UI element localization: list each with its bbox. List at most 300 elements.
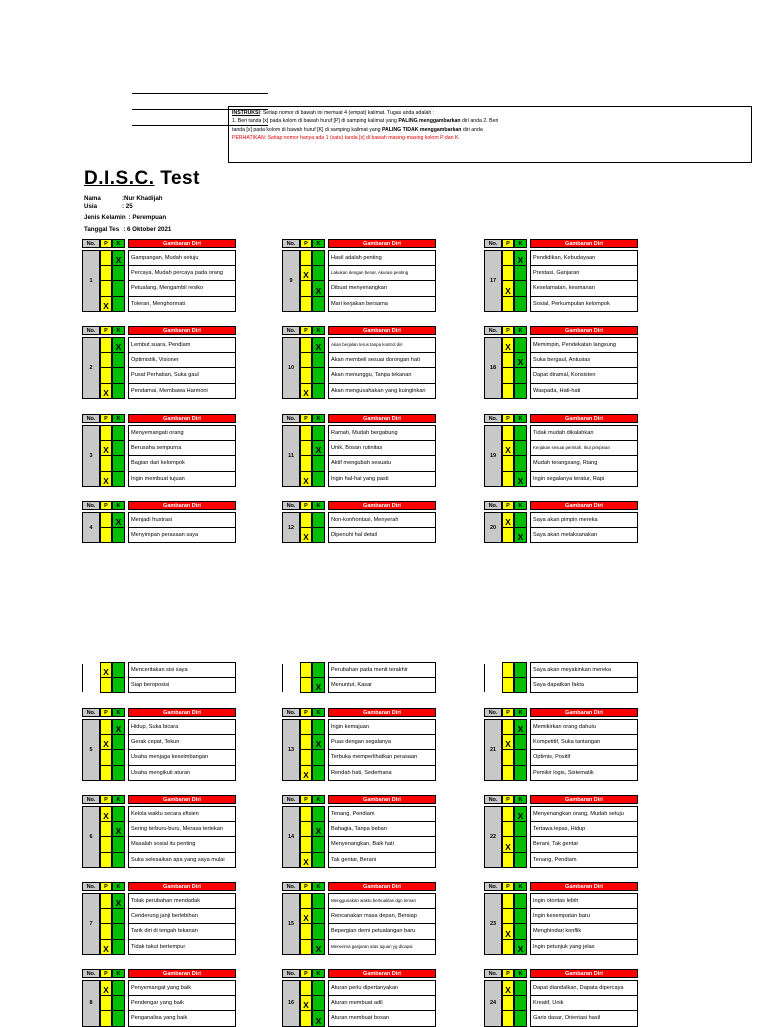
k-checkbox[interactable] (312, 719, 325, 735)
statement-text: Perubahan pada menit terakhir (328, 662, 436, 678)
k-checkbox[interactable] (312, 250, 325, 266)
statement-row (300, 909, 436, 925)
k-checkbox[interactable] (514, 822, 527, 838)
info-label: Jenis Kelamin (84, 214, 126, 221)
k-checkbox[interactable] (112, 940, 125, 956)
statement-row (100, 678, 236, 694)
k-checkbox[interactable] (514, 837, 527, 853)
header-p: P (502, 882, 514, 891)
p-mark: X (303, 770, 309, 780)
p-checkbox[interactable] (100, 368, 112, 384)
item-number: 18 (484, 337, 502, 399)
p-checkbox[interactable] (502, 678, 514, 694)
p-checkbox[interactable] (502, 822, 514, 838)
header-k: K (514, 708, 527, 717)
p-checkbox[interactable] (502, 996, 514, 1012)
k-checkbox[interactable] (514, 1011, 527, 1027)
statement-text: Tolak perubahan mendadak (128, 893, 236, 909)
k-mark: X (115, 341, 122, 352)
statement-row (502, 425, 638, 441)
k-checkbox[interactable] (112, 528, 125, 544)
k-checkbox[interactable] (112, 1011, 125, 1027)
block-body (484, 806, 754, 868)
k-checkbox[interactable] (112, 472, 125, 488)
k-checkbox[interactable] (514, 266, 527, 282)
k-checkbox[interactable] (312, 337, 325, 353)
p-checkbox[interactable] (100, 893, 112, 909)
p-checkbox[interactable] (100, 297, 112, 313)
k-checkbox[interactable] (312, 441, 325, 457)
p-checkbox[interactable] (100, 281, 112, 297)
k-checkbox[interactable] (514, 441, 527, 457)
p-checkbox[interactable] (300, 837, 312, 853)
k-checkbox[interactable] (112, 719, 125, 735)
p-checkbox[interactable] (502, 472, 514, 488)
statement-text: Tarik diri di tengah tekanan (128, 924, 236, 940)
k-checkbox[interactable] (112, 996, 125, 1012)
p-checkbox[interactable] (502, 806, 514, 822)
p-checkbox[interactable] (300, 368, 312, 384)
p-checkbox[interactable] (300, 250, 312, 266)
k-checkbox[interactable] (514, 425, 527, 441)
header-no: No. (82, 708, 100, 717)
k-checkbox[interactable] (112, 837, 125, 853)
p-checkbox[interactable] (100, 980, 112, 996)
p-checkbox[interactable] (100, 909, 112, 925)
k-checkbox[interactable] (112, 662, 125, 678)
p-checkbox[interactable] (502, 909, 514, 925)
statement-row (502, 266, 638, 282)
statement-row (300, 924, 436, 940)
k-checkbox[interactable] (112, 924, 125, 940)
header-no: No. (82, 969, 100, 978)
instructions-line2c: diri anda 2. Beri (460, 118, 499, 125)
p-checkbox[interactable] (300, 678, 312, 694)
p-checkbox[interactable] (100, 924, 112, 940)
k-checkbox[interactable] (112, 250, 125, 266)
header-k: K (112, 882, 125, 891)
header-description: Gambaran Diri (530, 795, 638, 804)
p-checkbox[interactable] (502, 719, 514, 735)
header-no: No. (484, 414, 502, 423)
statement-row (100, 456, 236, 472)
header-no: No. (82, 239, 100, 248)
k-checkbox[interactable] (312, 456, 325, 472)
p-checkbox[interactable] (100, 456, 112, 472)
statement-row (100, 735, 236, 751)
info-label: Nama (84, 195, 101, 202)
header-description: Gambaran Diri (128, 795, 236, 804)
statement-text: Usaha mengikuti aturan (128, 766, 236, 782)
header-description: Gambaran Diri (530, 708, 638, 717)
p-checkbox[interactable] (300, 353, 312, 369)
statement-row (300, 662, 436, 678)
k-checkbox[interactable] (312, 266, 325, 282)
p-mark: X (303, 857, 309, 867)
header-p: P (502, 326, 514, 335)
k-checkbox[interactable] (312, 822, 325, 838)
header-description: Gambaran Diri (530, 882, 638, 891)
p-checkbox[interactable] (502, 662, 514, 678)
k-checkbox[interactable] (312, 472, 325, 488)
statement-row (502, 337, 638, 353)
statement-text: Dipenuhi hal detail (328, 528, 436, 544)
statement-text: Ingin otoritas lebih (530, 893, 638, 909)
header-no: No. (484, 882, 502, 891)
statement-text: Menyimpan perasaan saya (128, 528, 236, 544)
statement-rows (100, 512, 236, 543)
k-mark: X (517, 723, 524, 734)
p-checkbox[interactable] (300, 384, 312, 400)
k-checkbox[interactable] (312, 678, 325, 694)
p-checkbox[interactable] (100, 735, 112, 751)
k-checkbox[interactable] (312, 662, 325, 678)
statement-row (300, 353, 436, 369)
k-checkbox[interactable] (514, 853, 527, 869)
p-checkbox[interactable] (300, 425, 312, 441)
statement-row (300, 996, 436, 1012)
p-checkbox[interactable] (300, 980, 312, 996)
item-number: 12 (282, 512, 300, 543)
k-checkbox[interactable] (312, 806, 325, 822)
p-checkbox[interactable] (502, 837, 514, 853)
k-checkbox[interactable] (514, 750, 527, 766)
p-checkbox[interactable] (100, 750, 112, 766)
p-checkbox[interactable] (300, 822, 312, 838)
p-checkbox[interactable] (300, 924, 312, 940)
k-checkbox[interactable] (312, 1011, 325, 1027)
k-mark: X (517, 532, 524, 542)
k-checkbox[interactable] (312, 766, 325, 782)
statement-text: Menceritakan sisi saya (128, 662, 236, 678)
k-checkbox[interactable] (312, 735, 325, 751)
header-description: Gambaran Diri (128, 708, 236, 717)
statement-text: Tidak takut bertempur (128, 940, 236, 956)
k-checkbox[interactable] (312, 384, 325, 400)
continuation-spacer (484, 662, 502, 693)
statement-row (100, 719, 236, 735)
p-checkbox[interactable] (100, 996, 112, 1012)
k-checkbox[interactable] (112, 425, 125, 441)
k-checkbox[interactable] (112, 980, 125, 996)
p-checkbox[interactable] (502, 425, 514, 441)
header-p: P (100, 795, 112, 804)
k-checkbox[interactable] (514, 353, 527, 369)
k-checkbox[interactable] (112, 909, 125, 925)
info-date (84, 226, 171, 234)
statement-text: Bepergian demi petualangan baru (328, 924, 436, 940)
k-checkbox[interactable] (312, 837, 325, 853)
k-checkbox[interactable] (312, 512, 325, 528)
statement-text: Ingin petunjuk yang jelas (530, 940, 638, 956)
k-checkbox[interactable] (514, 924, 527, 940)
p-checkbox[interactable] (100, 766, 112, 782)
header-p: P (300, 239, 312, 248)
k-checkbox[interactable] (514, 281, 527, 297)
k-checkbox[interactable] (312, 750, 325, 766)
k-mark: X (315, 739, 322, 749)
k-checkbox[interactable] (514, 297, 527, 313)
k-checkbox[interactable] (312, 425, 325, 441)
k-checkbox[interactable] (312, 893, 325, 909)
p-checkbox[interactable] (100, 528, 112, 544)
p-checkbox[interactable] (300, 853, 312, 869)
k-checkbox[interactable] (514, 528, 527, 544)
p-checkbox[interactable] (502, 297, 514, 313)
p-checkbox[interactable] (502, 384, 514, 400)
p-checkbox[interactable] (100, 678, 112, 694)
statement-text: Ingin hal-hal yang pasti (328, 472, 436, 488)
k-checkbox[interactable] (312, 924, 325, 940)
k-checkbox[interactable] (514, 996, 527, 1012)
p-checkbox[interactable] (502, 266, 514, 282)
k-checkbox[interactable] (312, 353, 325, 369)
statement-rows (300, 662, 436, 693)
p-checkbox[interactable] (300, 766, 312, 782)
statement-row (100, 528, 236, 544)
k-checkbox[interactable] (312, 853, 325, 869)
p-checkbox[interactable] (100, 353, 112, 369)
statement-rows (502, 425, 638, 487)
k-checkbox[interactable] (514, 980, 527, 996)
k-checkbox[interactable] (312, 940, 325, 956)
k-checkbox[interactable] (514, 766, 527, 782)
k-checkbox[interactable] (514, 368, 527, 384)
p-checkbox[interactable] (100, 940, 112, 956)
p-checkbox[interactable] (502, 512, 514, 528)
name-underline (132, 93, 268, 94)
k-checkbox[interactable] (112, 456, 125, 472)
p-checkbox[interactable] (502, 924, 514, 940)
statement-row (502, 924, 638, 940)
k-checkbox[interactable] (514, 909, 527, 925)
statement-rows (300, 719, 436, 781)
disc-block (484, 662, 754, 693)
p-checkbox[interactable] (100, 441, 112, 457)
p-checkbox[interactable] (502, 853, 514, 869)
p-checkbox[interactable] (300, 662, 312, 678)
k-checkbox[interactable] (112, 266, 125, 282)
p-checkbox[interactable] (502, 250, 514, 266)
k-checkbox[interactable] (312, 909, 325, 925)
p-checkbox[interactable] (100, 853, 112, 869)
k-checkbox[interactable] (312, 528, 325, 544)
p-checkbox[interactable] (300, 806, 312, 822)
p-checkbox[interactable] (502, 735, 514, 751)
k-checkbox[interactable] (514, 512, 527, 528)
statement-row (100, 822, 236, 838)
k-checkbox[interactable] (514, 337, 527, 353)
statement-row (300, 472, 436, 488)
info-gender (84, 214, 166, 222)
k-checkbox[interactable] (112, 853, 125, 869)
statement-row (502, 297, 638, 313)
k-checkbox[interactable] (514, 940, 527, 956)
p-checkbox[interactable] (502, 528, 514, 544)
k-checkbox[interactable] (112, 893, 125, 909)
statement-row (300, 425, 436, 441)
statement-text: Bagian dari kelompok (128, 456, 236, 472)
p-checkbox[interactable] (502, 456, 514, 472)
p-checkbox[interactable] (300, 456, 312, 472)
statement-row (502, 806, 638, 822)
p-checkbox[interactable] (502, 353, 514, 369)
statement-text: Aturan membuat bosan (328, 1011, 436, 1027)
statement-text: Penganalisa yang baik (128, 1011, 236, 1027)
statement-rows (300, 425, 436, 487)
k-checkbox[interactable] (112, 806, 125, 822)
k-checkbox[interactable] (514, 384, 527, 400)
k-checkbox[interactable] (112, 353, 125, 369)
k-checkbox[interactable] (112, 750, 125, 766)
k-checkbox[interactable] (514, 662, 527, 678)
k-checkbox[interactable] (112, 297, 125, 313)
statement-row (502, 456, 638, 472)
p-mark: X (303, 532, 309, 542)
p-checkbox[interactable] (100, 250, 112, 266)
p-checkbox[interactable] (300, 735, 312, 751)
p-checkbox[interactable] (502, 281, 514, 297)
p-checkbox[interactable] (300, 750, 312, 766)
p-checkbox[interactable] (100, 822, 112, 838)
k-checkbox[interactable] (112, 766, 125, 782)
k-checkbox[interactable] (514, 472, 527, 488)
info-value: : 6 Oktober 2021 (123, 226, 172, 233)
p-checkbox[interactable] (300, 1011, 312, 1027)
k-checkbox[interactable] (514, 893, 527, 909)
p-checkbox[interactable] (100, 472, 112, 488)
k-checkbox[interactable] (514, 719, 527, 735)
p-checkbox[interactable] (100, 719, 112, 735)
k-checkbox[interactable] (112, 678, 125, 694)
statement-row (100, 512, 236, 528)
p-checkbox[interactable] (502, 1011, 514, 1027)
p-checkbox[interactable] (300, 441, 312, 457)
k-checkbox[interactable] (312, 368, 325, 384)
p-checkbox[interactable] (502, 893, 514, 909)
k-checkbox[interactable] (112, 368, 125, 384)
p-checkbox[interactable] (300, 472, 312, 488)
item-number: 23 (484, 893, 502, 955)
statement-row (502, 853, 638, 869)
statement-row (502, 996, 638, 1012)
k-checkbox[interactable] (112, 441, 125, 457)
item-number: 2 (82, 337, 100, 399)
header-k: K (312, 414, 325, 423)
p-checkbox[interactable] (100, 425, 112, 441)
statement-row (300, 250, 436, 266)
p-checkbox[interactable] (502, 980, 514, 996)
statement-text: Sosial, Perkumpulan kelompok (530, 297, 638, 313)
k-checkbox[interactable] (112, 337, 125, 353)
disc-block (484, 708, 754, 781)
p-checkbox[interactable] (502, 750, 514, 766)
header-no: No. (82, 326, 100, 335)
p-checkbox[interactable] (100, 337, 112, 353)
statement-text: Penyemangat yang baik (128, 980, 236, 996)
statement-rows (100, 662, 236, 693)
k-checkbox[interactable] (312, 281, 325, 297)
p-checkbox[interactable] (502, 766, 514, 782)
p-checkbox[interactable] (100, 266, 112, 282)
p-checkbox[interactable] (100, 837, 112, 853)
k-checkbox[interactable] (312, 996, 325, 1012)
p-checkbox[interactable] (300, 337, 312, 353)
statement-row (300, 337, 436, 353)
block-header (484, 882, 754, 891)
p-checkbox[interactable] (100, 384, 112, 400)
header-no: No. (282, 239, 300, 248)
p-checkbox[interactable] (502, 940, 514, 956)
header-no: No. (282, 969, 300, 978)
k-checkbox[interactable] (514, 735, 527, 751)
p-checkbox[interactable] (300, 297, 312, 313)
p-checkbox[interactable] (502, 337, 514, 353)
k-checkbox[interactable] (514, 678, 527, 694)
header-description: Gambaran Diri (328, 501, 436, 510)
statement-text: Pendengar yang baik (128, 996, 236, 1012)
p-checkbox[interactable] (100, 1011, 112, 1027)
p-checkbox[interactable] (100, 662, 112, 678)
statement-row (300, 806, 436, 822)
p-checkbox[interactable] (300, 266, 312, 282)
k-checkbox[interactable] (112, 281, 125, 297)
statement-rows (300, 337, 436, 399)
header-no: No. (82, 501, 100, 510)
p-checkbox[interactable] (300, 281, 312, 297)
header-k: K (112, 795, 125, 804)
statement-text: Tak gentar, Berani (328, 853, 436, 869)
statement-rows (300, 893, 436, 955)
p-checkbox[interactable] (100, 512, 112, 528)
p-mark: X (303, 1000, 309, 1010)
k-checkbox[interactable] (112, 384, 125, 400)
p-checkbox[interactable] (502, 368, 514, 384)
header-description: Gambaran Diri (530, 239, 638, 248)
k-checkbox[interactable] (112, 512, 125, 528)
k-checkbox[interactable] (514, 806, 527, 822)
statement-row (502, 662, 638, 678)
header-p: P (300, 501, 312, 510)
k-checkbox[interactable] (514, 250, 527, 266)
header-p: P (100, 326, 112, 335)
disc-block (484, 326, 754, 399)
statement-text: Aturan membuat adil (328, 996, 436, 1012)
p-checkbox[interactable] (100, 806, 112, 822)
disc-block (484, 969, 754, 1027)
p-checkbox[interactable] (300, 893, 312, 909)
statement-text: Suka bergaul, Antusias (530, 353, 638, 369)
p-checkbox[interactable] (300, 719, 312, 735)
p-checkbox[interactable] (300, 996, 312, 1012)
p-mark: X (103, 739, 109, 749)
p-checkbox[interactable] (300, 940, 312, 956)
header-no: No. (282, 708, 300, 717)
p-checkbox[interactable] (300, 512, 312, 528)
p-checkbox[interactable] (502, 441, 514, 457)
k-checkbox[interactable] (514, 456, 527, 472)
p-checkbox[interactable] (300, 909, 312, 925)
statement-text: Prestasi, Ganjaran (530, 266, 638, 282)
k-checkbox[interactable] (112, 822, 125, 838)
header-k: K (514, 414, 527, 423)
statement-text: Aktif mengubah sesuatu (328, 456, 436, 472)
statement-text: Kompetitif, Suka tantangan (530, 735, 638, 751)
p-checkbox[interactable] (300, 528, 312, 544)
k-checkbox[interactable] (312, 297, 325, 313)
k-checkbox[interactable] (112, 735, 125, 751)
k-checkbox[interactable] (312, 980, 325, 996)
